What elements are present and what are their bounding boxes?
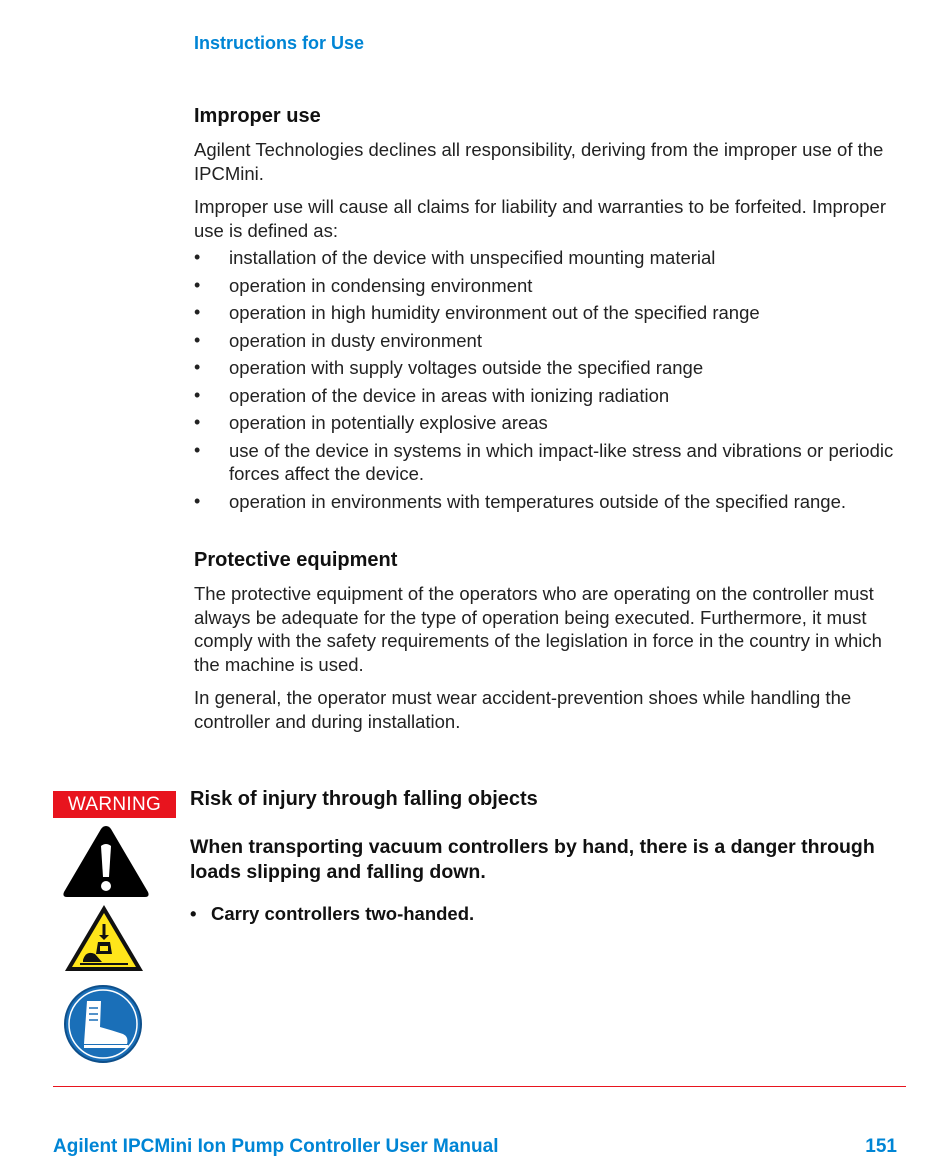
improper-use-list — [194, 246, 910, 513]
list-item — [194, 301, 910, 325]
improper-use-section — [194, 105, 910, 513]
running-header: Instructions for Use — [194, 33, 365, 53]
bullet-glyph: • — [194, 357, 201, 377]
warning-bullet — [190, 903, 910, 925]
warning-bullet-text: Carry controllers two-handed. — [211, 903, 475, 924]
list-item — [194, 246, 910, 270]
protective-equipment-heading: Protective equipment — [194, 549, 398, 571]
bullet-glyph: • — [194, 384, 201, 405]
list-item-text: operation in high humidity environment out of the specified range — [229, 302, 760, 323]
list-item — [194, 356, 910, 380]
exclamation-triangle-icon — [60, 822, 156, 900]
safety-boots-icon — [63, 984, 156, 1064]
list-item — [194, 274, 910, 298]
list-item-text: operation in environments with temperatures outside of the specified range. — [229, 490, 847, 512]
warning-text: When transporting vacuum controllers by hand, there is a danger through loads slipping and falling down. — [190, 836, 875, 883]
bullet-glyph: • — [194, 412, 201, 432]
bullet-glyph: • — [194, 439, 201, 460]
list-item — [194, 411, 910, 435]
protective-equipment-para-2: In general, the operator must wear accident-prevention shoes while handling the controller and during installation. — [194, 687, 852, 732]
footer-rule — [53, 1086, 906, 1087]
main-content — [194, 105, 910, 743]
warning-icons — [60, 822, 156, 1064]
improper-use-para-2: Improper use will cause all claims for liability and warranties to be forfeited. Improper use is defined as: — [194, 196, 886, 241]
bullet-glyph: • — [190, 903, 197, 924]
list-item — [194, 490, 910, 514]
warning-label: WARNING — [53, 791, 176, 818]
protective-equipment-section — [194, 549, 910, 733]
list-item-text: operation in potentially explosive areas — [229, 412, 548, 433]
bullet-glyph: • — [194, 490, 201, 511]
list-item — [194, 384, 910, 408]
list-item-text: operation in condensing environment — [229, 274, 533, 296]
bullet-glyph: • — [194, 329, 201, 350]
falling-load-hazard-icon — [62, 902, 156, 974]
protective-equipment-para-1: The protective equipment of the operators who are operating on the controller must always be adequate for the type of operation being executed. Furthermore, it must comply with the safety requirements of the legislation in force in the country in which the machine is used. — [194, 583, 882, 675]
list-item — [194, 329, 910, 353]
list-item-text: use of the device in systems in which impact-like stress and vibrations or periodic forces affect the device. — [229, 439, 894, 484]
footer-title: Agilent IPCMini Ion Pump Controller User Manual — [53, 1136, 499, 1157]
list-item-text: operation with supply voltages outside the specified range — [229, 357, 704, 378]
list-item — [194, 439, 910, 486]
list-item-text: installation of the device with unspecified mounting material — [229, 247, 716, 268]
bullet-glyph: • — [194, 247, 201, 267]
list-item-text: operation in dusty environment — [229, 329, 482, 351]
bullet-glyph: • — [194, 274, 201, 295]
bullet-glyph: • — [194, 302, 201, 322]
page-number: 151 — [865, 1136, 897, 1157]
warning-body — [190, 788, 910, 925]
list-item-text: operation of the device in areas with ionizing radiation — [229, 384, 670, 406]
improper-use-heading: Improper use — [194, 105, 321, 127]
improper-use-para-1: Agilent Technologies declines all responsibility, deriving from the improper use of the IPCMini. — [194, 139, 884, 184]
warning-title: Risk of injury through falling objects — [190, 788, 538, 810]
